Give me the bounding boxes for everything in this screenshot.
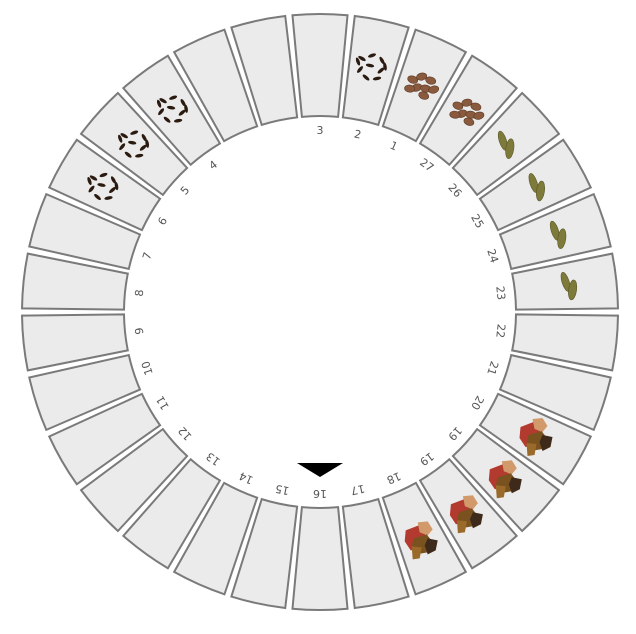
wheel-slot-number: 10 (139, 359, 156, 377)
wheel-slot-number: 18 (384, 469, 403, 487)
wheel-slot-number: 19 (417, 449, 437, 469)
wheel-slot-number: 12 (175, 423, 195, 443)
wheel-slot-background (292, 507, 347, 610)
wheel-slot-number: 3 (316, 124, 324, 137)
wheel-slot-number: 13 (203, 449, 223, 469)
wheel-slot-number: 21 (484, 359, 501, 377)
wheel-slot-number: 19 (445, 423, 465, 443)
wheel-slot[interactable] (292, 14, 347, 117)
wheel-slot-number: 4 (206, 157, 220, 173)
wheel-slot-number: 8 (132, 288, 147, 298)
wheel-slot-number: 27 (417, 155, 437, 175)
wheel-slot-number: 24 (484, 247, 501, 265)
wheel-slot-number: 22 (493, 323, 508, 339)
wheel-slot-number: 16 (313, 487, 327, 500)
wheel-slot-number: 20 (468, 393, 487, 413)
wheel-slots (22, 14, 618, 610)
wheel-slot-number: 5 (177, 183, 193, 198)
wheel-slot-number: 25 (468, 211, 487, 231)
wheel-slot-number: 17 (349, 481, 366, 498)
wheel-slot-number: 1 (387, 138, 400, 154)
wheel-slot-numbers (133, 124, 508, 500)
wheel-slot-number: 7 (140, 250, 155, 262)
wheel-slot[interactable] (292, 507, 347, 610)
wheel-slot-number: 15 (274, 481, 291, 498)
wheel-slot-number: 6 (155, 214, 171, 228)
wheel-slot-number: 23 (493, 285, 508, 301)
wheel-slot-number: 9 (132, 326, 147, 336)
wheel-slot-number: 2 (352, 127, 363, 142)
wheel-slot-number: 11 (153, 393, 172, 413)
wheel-slot-number: 26 (445, 181, 465, 201)
wheel-slot-background (292, 14, 347, 117)
wheel-slot-number: 14 (237, 469, 256, 487)
wheel-pointer-marker (297, 463, 343, 477)
